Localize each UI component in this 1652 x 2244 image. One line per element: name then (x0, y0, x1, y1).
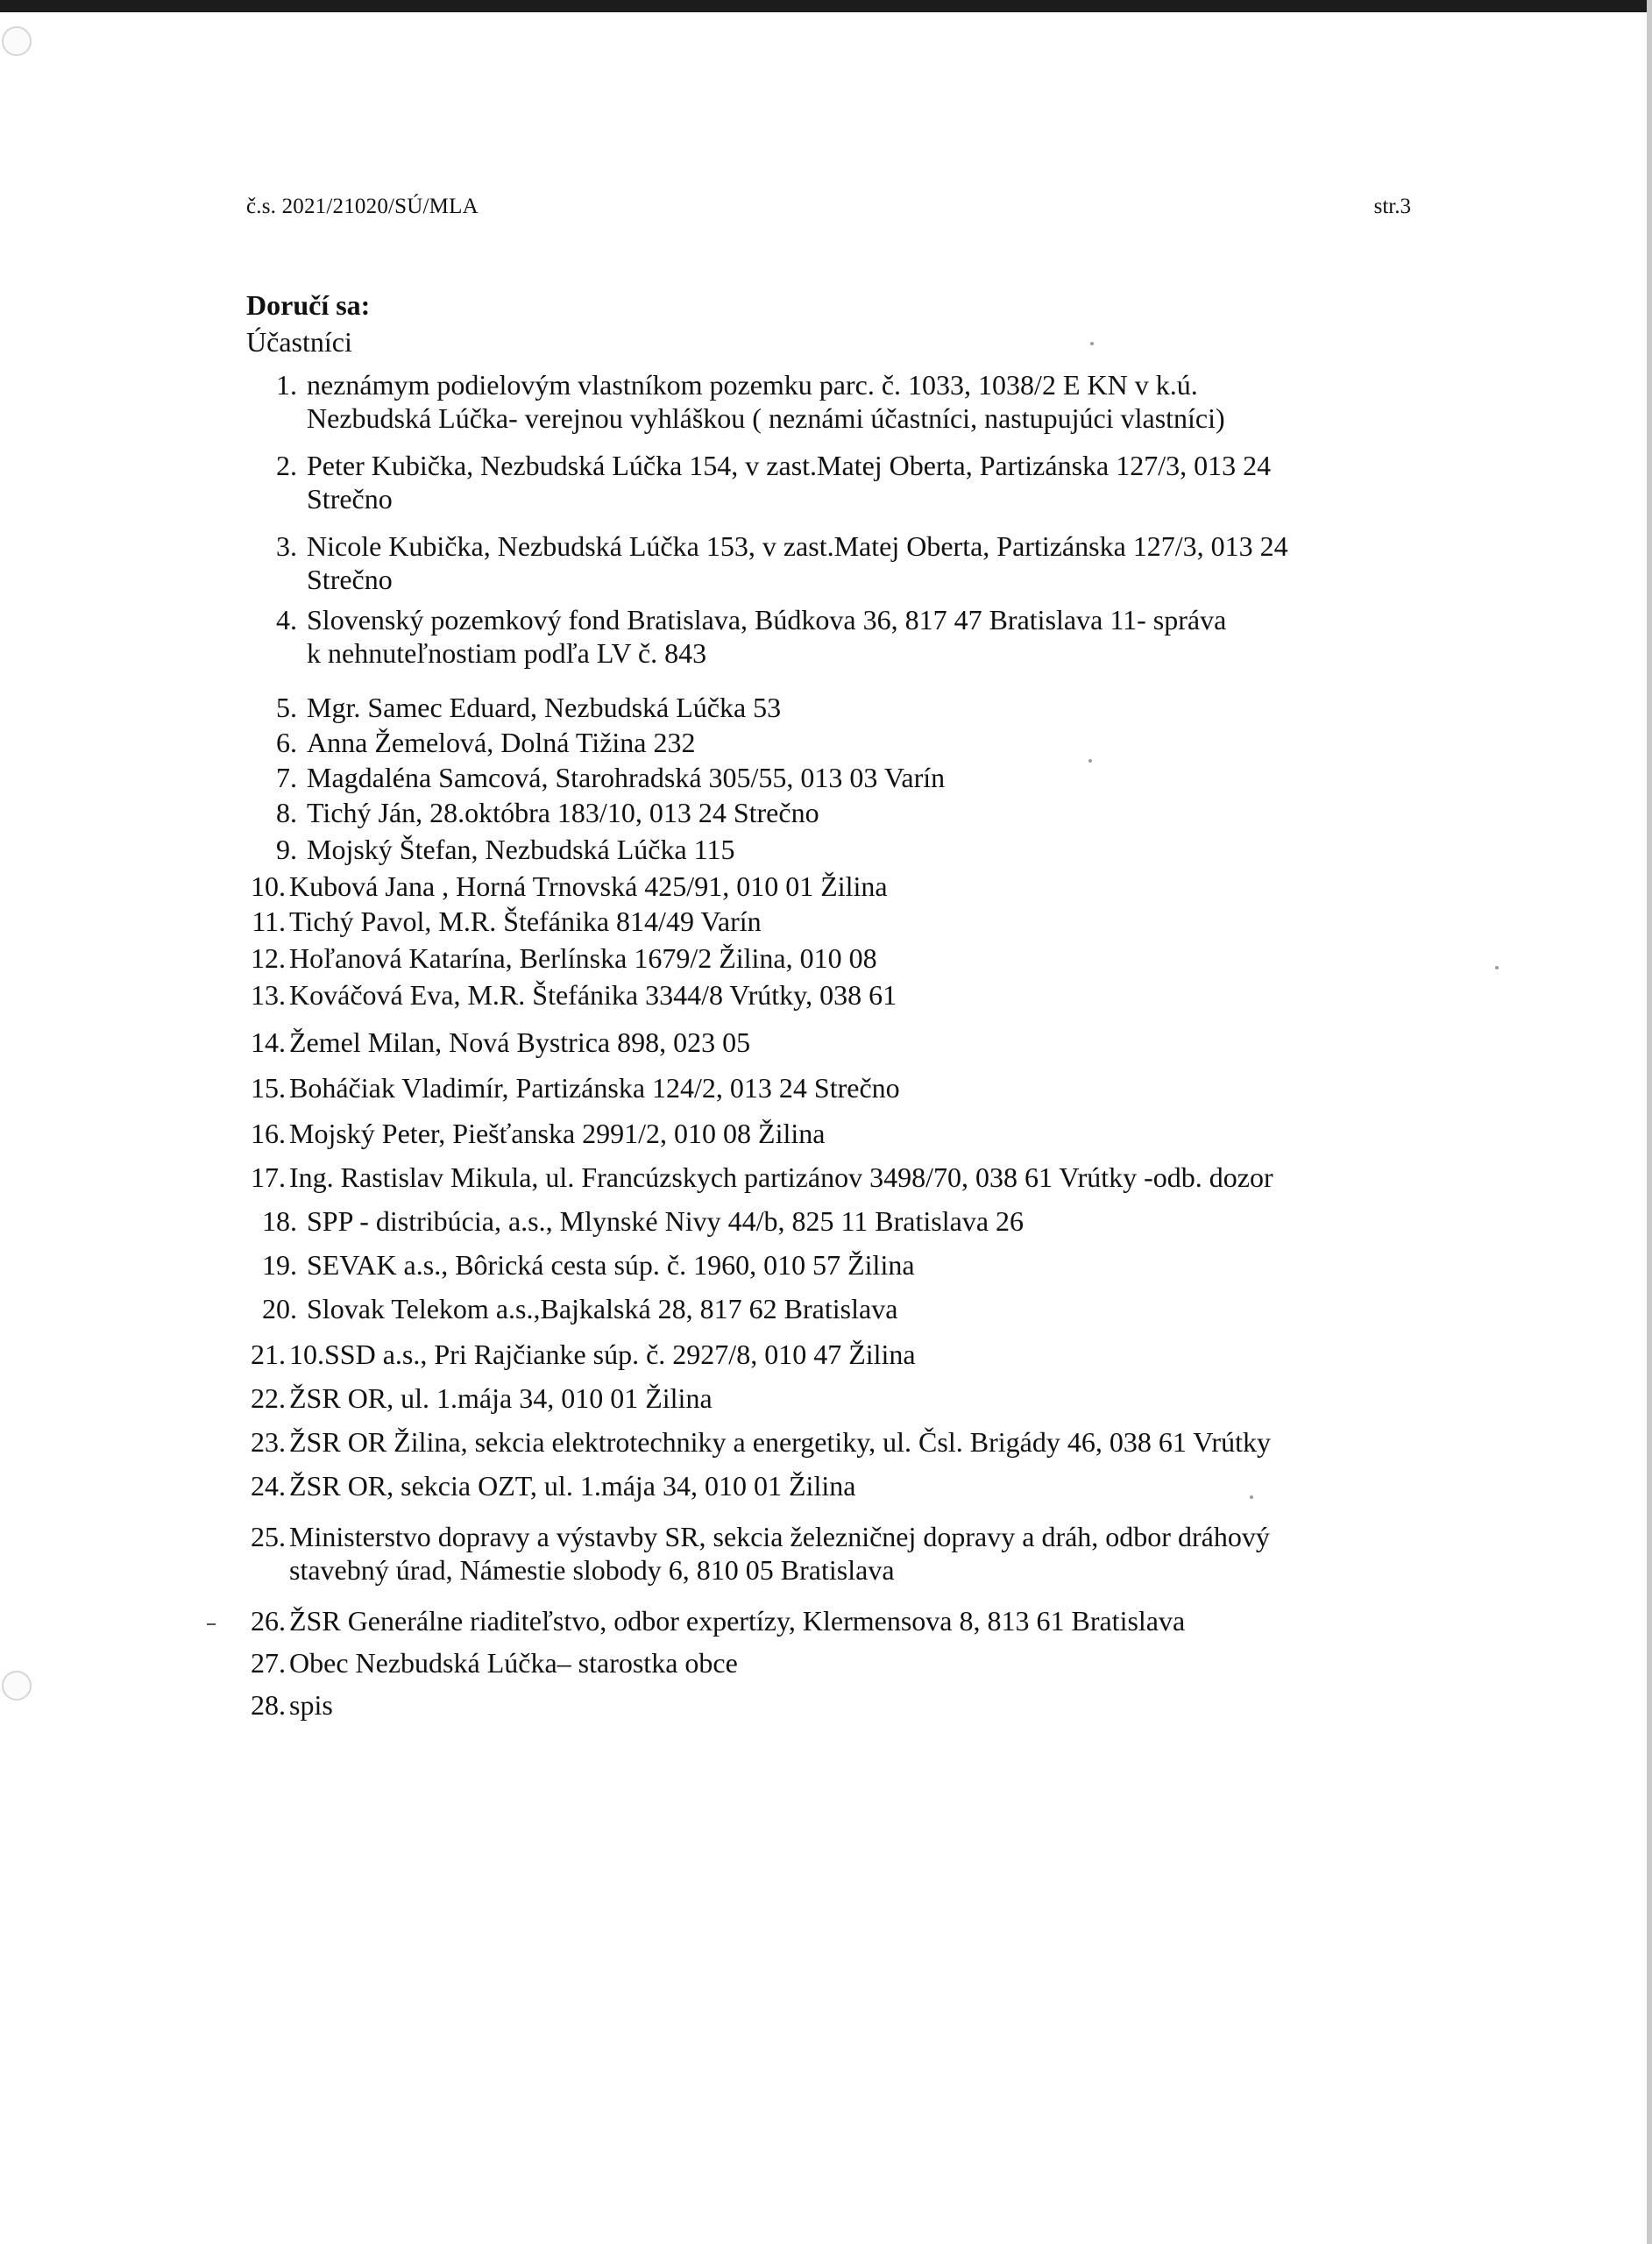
recipient-item (246, 1469, 1421, 1502)
scan-speck (1495, 966, 1499, 969)
item-line: Tichý Pavol, M.R. Štefánika 814/49 Varín (289, 905, 762, 937)
item-number: 23. (251, 1426, 286, 1458)
item-line: ŽSR OR Žilina, sekcia elektrotechniky a energetiky, ul. Čsl. Brigády 46, 038 61 Vrútky (289, 1426, 1271, 1458)
recipient-item (246, 1071, 1421, 1104)
item-number: 7. (276, 762, 297, 793)
item-line: k nehnuteľnostiam podľa LV č. 843 (307, 637, 707, 669)
page-number: str.3 (1373, 195, 1411, 218)
item-number: 5. (276, 692, 297, 723)
item-number: 18. (262, 1205, 297, 1237)
recipient-item (246, 1248, 1421, 1282)
item-line: Boháčiak Vladimír, Partizánska 124/2, 013 24 Strečno (289, 1072, 900, 1104)
item-number: 13. (251, 979, 286, 1011)
recipient-item (246, 1204, 1421, 1238)
item-line: Žemel Milan, Nová Bystrica 898, 023 05 (289, 1026, 751, 1058)
item-line: spis (289, 1689, 333, 1721)
item-line: Ing. Rastislav Mikula, ul. Francúzskych partizánov 3498/70, 038 61 Vrútky -odb. dozor (289, 1161, 1273, 1193)
scan-right-border (1647, 0, 1652, 2244)
recipient-item (246, 796, 1421, 829)
item-number: 11. (252, 905, 286, 937)
item-line: Magdaléna Samcová, Starohradská 305/55, 013 03 Varín (307, 762, 946, 793)
recipient-item (246, 761, 1421, 794)
item-number: 1. (276, 369, 297, 401)
recipient-item (246, 1381, 1421, 1415)
item-line: neznámym podielovým vlastníkom pozemku parc. č. 1033, 1038/2 E KN v k.ú. (307, 369, 1198, 401)
recipient-item (246, 726, 1421, 759)
recipient-item (246, 905, 1421, 938)
recipient-item (246, 1520, 1421, 1587)
item-line: SEVAK a.s., Bôrická cesta súp. č. 1960, 010 57 Žilina (307, 1249, 915, 1281)
margin-dash-mark (207, 1623, 216, 1625)
scan-speck (1250, 1495, 1253, 1499)
item-number: 3. (276, 530, 297, 562)
recipient-item (246, 1292, 1421, 1325)
punch-hole-bottom (2, 1671, 32, 1701)
recipient-item (246, 941, 1421, 975)
recipient-item (246, 1604, 1421, 1637)
item-number: 17. (251, 1161, 286, 1193)
item-number: 16. (251, 1118, 286, 1149)
recipient-item (246, 978, 1421, 1012)
item-line: SPP - distribúcia, a.s., Mlynské Nivy 44/b, 825 11 Bratislava 26 (307, 1205, 1025, 1237)
item-number: 25. (251, 1521, 286, 1552)
item-line: Slovak Telekom a.s.,Bajkalská 28, 817 62 Bratislava (307, 1293, 898, 1324)
item-line: Hoľanová Katarína, Berlínska 1679/2 Žilina, 010 08 (289, 942, 877, 974)
recipient-item (246, 1338, 1421, 1371)
item-line: Ministerstvo dopravy a výstavby SR, sekcia železničnej dopravy a dráh, odbor dráhový (289, 1521, 1270, 1552)
item-number: 6. (276, 727, 297, 758)
recipient-item (246, 449, 1421, 515)
item-number: 24. (251, 1470, 286, 1502)
item-line: Kubová Jana , Horná Trnovská 425/91, 010 01 Žilina (289, 870, 888, 902)
item-line: Slovenský pozemkový fond Bratislava, Búdkova 36, 817 47 Bratislava 11- správa (307, 604, 1227, 636)
item-line: Nicole Kubička, Nezbudská Lúčka 153, v zast.Matej Oberta, Partizánska 127/3, 013 24 (307, 530, 1288, 562)
participants-subheading: Účastníci (246, 326, 352, 358)
item-number: 28. (251, 1689, 286, 1721)
recipient-item (246, 1161, 1421, 1194)
item-line: Mojský Štefan, Nezbudská Lúčka 115 (307, 834, 735, 865)
item-line: ŽSR Generálne riaditeľstvo, odbor expertízy, Klermensova 8, 813 61 Bratislava (289, 1605, 1186, 1637)
item-number: 22. (251, 1382, 286, 1414)
item-number: 19. (262, 1249, 297, 1281)
item-line: Nezbudská Lúčka- verejnou vyhláškou ( neznámi účastníci, nastupujúci vlastníci) (307, 402, 1225, 434)
item-number: 10. (251, 870, 286, 902)
item-number: 9. (276, 834, 297, 865)
delivery-heading: Doručí sa: (246, 289, 371, 321)
recipient-item (246, 1646, 1421, 1679)
item-line: Kováčová Eva, M.R. Štefánika 3344/8 Vrútky, 038 61 (289, 979, 897, 1011)
item-line: ŽSR OR, ul. 1.mája 34, 010 01 Žilina (289, 1382, 713, 1414)
item-number: 2. (276, 450, 297, 481)
item-line: Strečno (307, 483, 393, 515)
item-number: 15. (251, 1072, 286, 1104)
item-number: 26. (251, 1605, 286, 1637)
reference-number: č.s. 2021/21020/SÚ/MLA (246, 195, 479, 218)
item-line: ŽSR OR, sekcia OZT, ul. 1.mája 34, 010 01 Žilina (289, 1470, 856, 1502)
item-number: 8. (276, 797, 297, 828)
item-number: 27. (251, 1647, 286, 1679)
recipient-item (246, 1688, 1421, 1722)
item-line: Peter Kubička, Nezbudská Lúčka 154, v zast.Matej Oberta, Partizánska 127/3, 013 24 (307, 450, 1272, 481)
item-line: Strečno (307, 564, 393, 595)
scan-speck (1090, 342, 1094, 345)
recipient-item (246, 1026, 1421, 1059)
item-line: Tichý Ján, 28.októbra 183/10, 013 24 Strečno (307, 797, 819, 828)
recipient-item (246, 870, 1421, 903)
item-line: 10.SSD a.s., Pri Rajčianke súp. č. 2927/8, 010 47 Žilina (289, 1339, 916, 1370)
item-number: 12. (251, 942, 286, 974)
recipient-item (246, 368, 1421, 435)
item-line: stavebný úrad, Námestie slobody 6, 810 05 Bratislava (289, 1554, 895, 1586)
item-line: Obec Nezbudská Lúčka– starostka obce (289, 1647, 738, 1679)
item-line: Mojský Peter, Piešťanska 2991/2, 010 08 Žilina (289, 1118, 826, 1149)
item-number: 21. (251, 1339, 286, 1370)
punch-hole-top (2, 26, 32, 56)
recipient-item (246, 1117, 1421, 1150)
recipient-item (246, 1425, 1421, 1459)
scan-speck (1088, 759, 1092, 763)
item-line: Anna Žemelová, Dolná Tižina 232 (307, 727, 696, 758)
item-number: 4. (276, 604, 297, 636)
recipient-item (246, 833, 1421, 866)
item-line: Mgr. Samec Eduard, Nezbudská Lúčka 53 (307, 692, 782, 723)
item-number: 14. (251, 1026, 286, 1058)
item-number: 20. (262, 1293, 297, 1324)
recipient-item (246, 529, 1421, 596)
scan-top-border (0, 0, 1652, 12)
recipient-item (246, 691, 1421, 724)
recipient-item (246, 603, 1421, 670)
